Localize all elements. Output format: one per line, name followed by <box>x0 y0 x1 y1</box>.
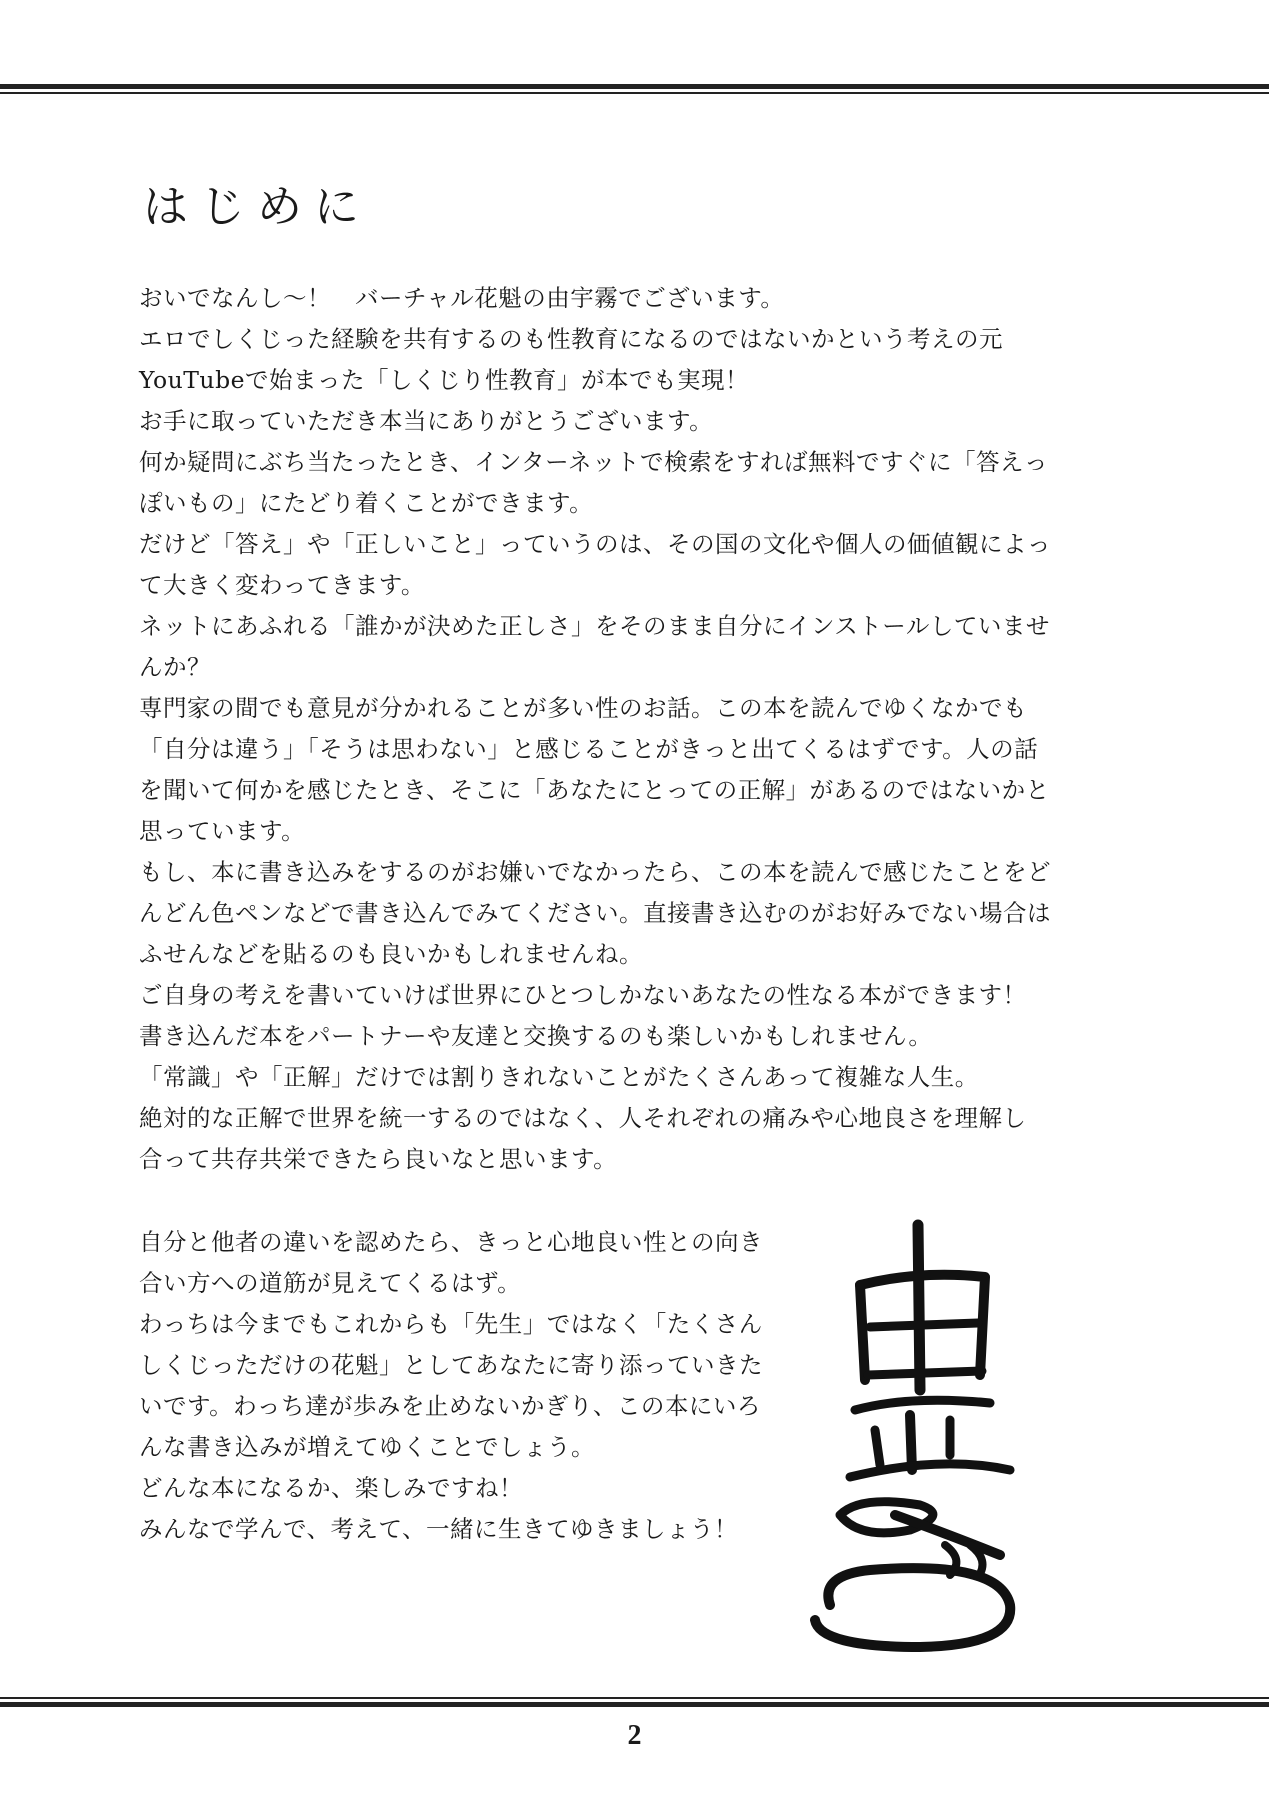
bottom-rule <box>0 1697 1269 1707</box>
text-line: もし、本に書き込みをするのがお嫌いでなかったら、この本を読んで感じたことをど <box>139 858 1051 886</box>
page-title: はじめに <box>143 180 372 233</box>
text-line: ご自身の考えを書いていけば世界にひとつしかないあなたの性なる本ができます！ <box>139 981 1027 1009</box>
text-line: んか？ <box>139 653 211 681</box>
text-line: 自分と他者の違いを認めたら、きっと心地良い性との向き <box>139 1228 763 1256</box>
text-line: 「自分は違う」「そうは思わない」と感じることがきっと出てくるはずです。人の話 <box>139 735 1039 763</box>
text-line: を聞いて何かを感じたとき、そこに「あなたにとっての正解」があるのではないかと <box>139 776 1050 804</box>
text-line: 何か疑問にぶち当たったとき、インターネットで検索をすれば無料ですぐに「答えっ <box>139 448 1048 476</box>
text-line: て大きく変わってきます。 <box>139 571 425 599</box>
text-line: 思っています。 <box>139 817 306 845</box>
text-line: いです。わっち達が歩みを止めないかぎり、この本にいろ <box>139 1392 761 1420</box>
text-line: どんな本になるか、楽しみですね！ <box>139 1474 523 1502</box>
text-line: 書き込んだ本をパートナーや友達と交換するのも楽しいかもしれません。 <box>139 1022 933 1050</box>
text-line: だけど「答え」や「正しいこと」っていうのは、その国の文化や個人の価値観によっ <box>139 530 1051 558</box>
text-line: んな書き込みが増えてゆくことでしょう。 <box>139 1433 595 1461</box>
text-line: お手に取っていただき本当にありがとうございます。 <box>139 407 714 435</box>
text-line: 合って共存共栄できたら良いなと思います。 <box>139 1145 618 1173</box>
text-line: わっちは今までもこれからも「先生」ではなく「たくさん <box>139 1310 763 1338</box>
page-number: 2 <box>627 1720 642 1751</box>
text-line: んどん色ペンなどで書き込んでみてください。直接書き込むのがお好みでない場合は <box>139 899 1051 927</box>
signature-image <box>800 1215 1050 1655</box>
text-line: ネットにあふれる「誰かが決めた正しさ」をそのまま自分にインストールしていませ <box>139 612 1050 640</box>
top-rule <box>0 84 1269 94</box>
text-line: しくじっただけの花魁」としてあなたに寄り添っていきた <box>139 1351 763 1379</box>
text-line: みんなで学んで、考えて、一緒に生きてゆきましょう！ <box>139 1515 739 1543</box>
text-line: 合い方への道筋が見えてくるはず。 <box>139 1269 522 1297</box>
closing-text <box>139 1222 763 1550</box>
text-line: ぽいもの」にたどり着くことができます。 <box>139 489 594 517</box>
body-text <box>139 278 1051 1180</box>
text-line: 絶対的な正解で世界を統一するのではなく、人それぞれの痛みや心地良さを理解し <box>139 1104 1027 1132</box>
text-line: YouTubeで始まった「しくじり性教育」が本でも実現！ <box>139 366 750 394</box>
text-line: 専門家の間でも意見が分かれることが多い性のお話。この本を読んでゆくなかでも <box>139 694 1027 722</box>
text-line: ふせんなどを貼るのも良いかもしれませんね。 <box>139 940 643 968</box>
text-line: エロでしくじった経験を共有するのも性教育になるのではないかという考えの元 <box>139 325 1003 353</box>
text-line: 「常識」や「正解」だけでは割りきれないことがたくさんあって複雑な人生。 <box>139 1063 979 1091</box>
text-line: おいでなんし〜！ バーチャル花魁の由宇霧でございます。 <box>139 284 785 312</box>
